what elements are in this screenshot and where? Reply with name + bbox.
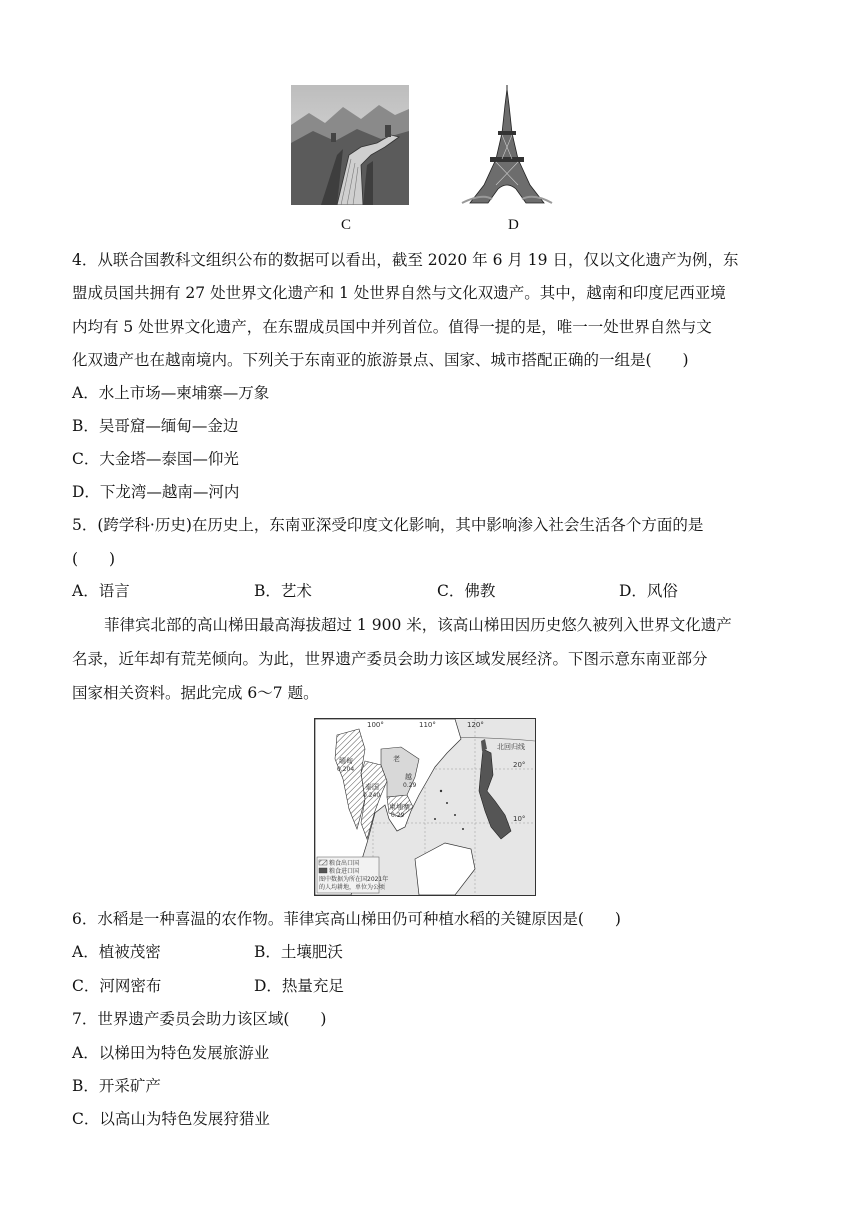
map-country-myanmar: 缅甸	[339, 757, 353, 765]
q4-option-b: B．吴哥窟—缅甸—金边	[72, 417, 239, 435]
map-lat-20: 20°	[513, 761, 526, 769]
figure-c-label: C	[341, 217, 352, 233]
map-country-thailand: 泰国	[365, 783, 379, 791]
map-value-vietnam: 0.29	[403, 782, 417, 789]
q6-option-d: D．热量充足	[254, 977, 344, 995]
q5-line-1: 5．(跨学科·历史)在历史上，东南亚深受印度文化影响，其中影响渗入社会生活各个方面的是	[72, 516, 704, 534]
legend-export: 粮食出口国	[329, 860, 360, 867]
map-value-cambodia: 0.29	[391, 812, 405, 819]
q6-option-c: C．河网密布	[72, 977, 162, 995]
q4-line-1: 4．从联合国教科文组织公布的数据可以看出，截至 2020 年 6 月 19 日，仅以文化遗产为例，东	[72, 251, 739, 269]
legend-note-1: 图中数据为所在国2021年	[319, 876, 389, 883]
legend-import: 粮食进口国	[329, 868, 360, 875]
southeast-asia-map	[314, 718, 536, 896]
map-lon-110: 110°	[419, 721, 436, 729]
map-country-vietnam: 越	[405, 773, 412, 781]
q6-option-b: B．土壤肥沃	[254, 943, 343, 961]
q4-option-a: A．水上市场—柬埔寨—万象	[72, 384, 270, 402]
q5-option-c: C．佛教	[437, 582, 496, 600]
q7-option-c: C．以高山为特色发展狩猎业	[72, 1110, 270, 1128]
q5-option-a: A．语言	[72, 582, 130, 600]
q4-line-4: 化双遗产也在越南境内。下列关于东南亚的旅游景点、国家、城市搭配正确的一组是( )	[72, 351, 689, 369]
q6-line: 6．水稻是一种喜温的农作物。菲律宾高山梯田仍可种植水稻的关键原因是( )	[72, 910, 621, 928]
q5-line-2: ( )	[72, 550, 116, 568]
map-country-cambodia: 柬埔寨	[389, 803, 410, 811]
q6-option-a: A．植被茂密	[72, 943, 161, 961]
great-wall-image	[291, 85, 409, 205]
map-value-thailand: 0.240	[363, 792, 381, 799]
passage-line-3: 国家相关资料。据此完成 6～7 题。	[72, 684, 319, 702]
q4-option-d: D．下龙湾—越南—河内	[72, 483, 240, 501]
map-lat-10: 10°	[513, 815, 526, 823]
legend-note-2: 的人均耕地，单位为公顷	[319, 884, 386, 891]
eiffel-tower-image	[452, 85, 562, 205]
figure-d-label: D	[508, 217, 519, 233]
q7-option-a: A．以梯田为特色发展旅游业	[72, 1044, 270, 1062]
q5-option-b: B．艺术	[254, 582, 312, 600]
map-value-myanmar: 0.204	[337, 766, 355, 773]
q7-line: 7．世界遗产委员会助力该区域( )	[72, 1010, 327, 1028]
map-lon-100: 100°	[367, 721, 384, 729]
map-tropic-label: 北回归线	[497, 743, 525, 751]
passage-line-2: 名录，近年却有荒芜倾向。为此，世界遗产委员会助力该区域发展经济。下图示意东南亚部分	[72, 650, 708, 668]
q7-option-b: B．开采矿产	[72, 1077, 161, 1095]
q5-option-d: D．风俗	[619, 582, 678, 600]
map-lon-120: 120°	[467, 721, 484, 729]
q4-line-3: 内均有 5 处世界文化遗产，在东盟成员国中并列首位。值得一提的是，唯一一处世界自然与文	[72, 318, 712, 336]
q4-line-2: 盟成员国共拥有 27 处世界文化遗产和 1 处世界自然与文化双遗产。其中，越南和印度尼西亚境	[72, 284, 726, 302]
q4-option-c: C．大金塔—泰国—仰光	[72, 450, 239, 468]
passage-line-1: 菲律宾北部的高山梯田最高海拔超过 1 900 米，该高山梯田因历史悠久被列入世界文化遗产	[104, 616, 732, 634]
map-country-laos: 老	[393, 755, 400, 763]
